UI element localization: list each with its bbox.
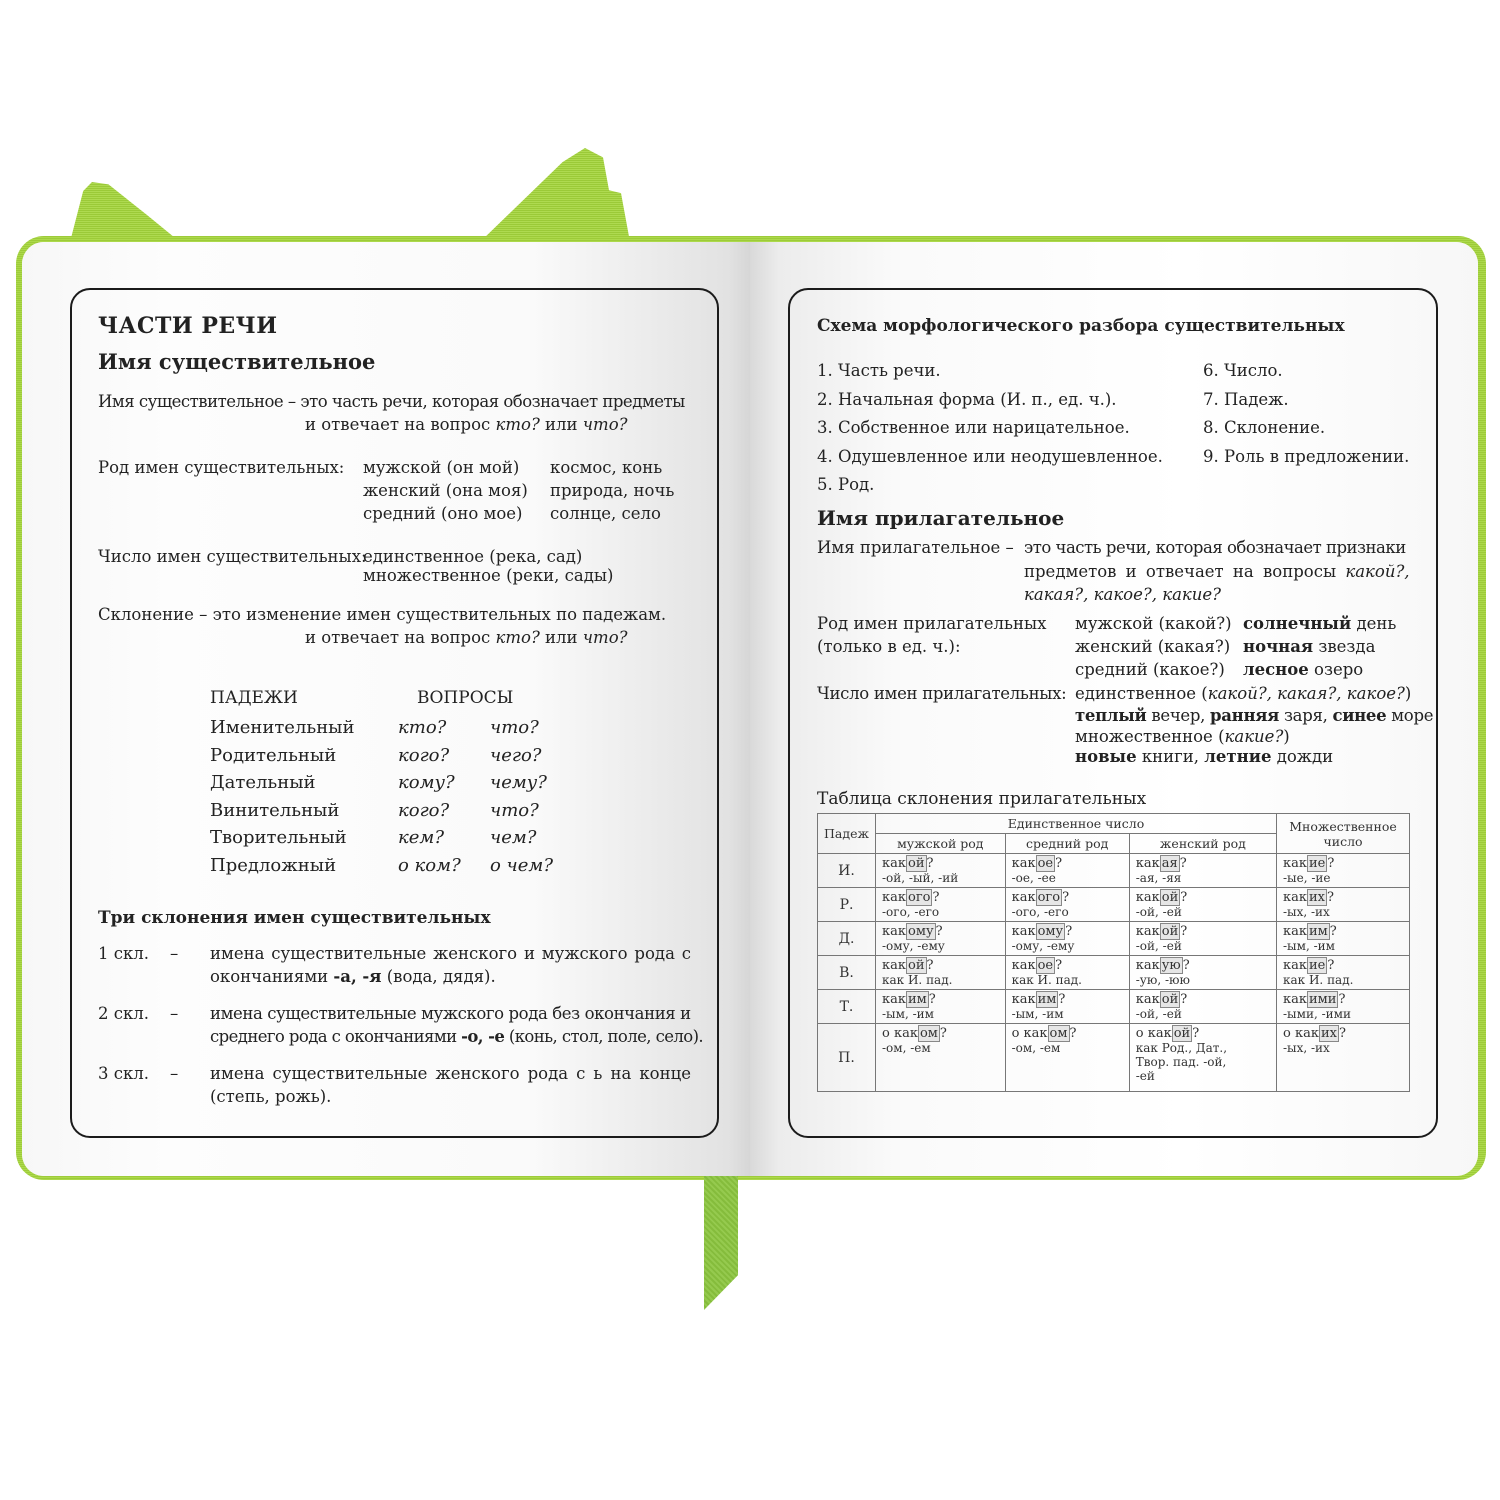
- plural-cell: о как их ? -ых, -их: [1277, 1024, 1410, 1092]
- plural-cell: как ими ? -ыми, -ими: [1277, 990, 1410, 1024]
- adj-gender-fem-example: ночная звезда: [1243, 637, 1376, 656]
- declension-text-line1: имена существительные женского рода с ь на конце: [210, 1064, 691, 1083]
- plural-cell: как их ? -ых, -их: [1277, 888, 1410, 922]
- case-cell: Д.: [818, 922, 876, 956]
- noun-definition-line2: и отвечает на вопрос кто? или что?: [305, 415, 628, 434]
- case-cell: Т.: [818, 990, 876, 1024]
- scheme-item: 1. Часть речи.: [817, 361, 941, 380]
- adj-number-label: Число имен прилагательных:: [817, 684, 1067, 703]
- declension-text-line2: среднего рода с окончаниями -о, -е (конь, стол, поле, село).: [210, 1027, 704, 1046]
- scheme-item: 9. Роль в предложении.: [1203, 447, 1410, 466]
- adj-definition-line1: это часть речи, которая обозначает признаки: [1024, 538, 1406, 557]
- case-question-inanimate: что?: [490, 717, 539, 738]
- case-cell: П.: [818, 1024, 876, 1092]
- noun-definition-line1: Имя существительное – это часть речи, которая обозначает предметы: [98, 392, 685, 411]
- fem-cell: о как ой ? как Род., Дат., Твор. пад. -ой, -ей: [1129, 1024, 1276, 1092]
- case-question-animate: кого?: [398, 745, 450, 766]
- scheme-title: Схема морфологического разбора существительных: [817, 316, 1345, 336]
- case-question-inanimate: чем?: [490, 827, 537, 848]
- scheme-item: 6. Число.: [1203, 361, 1283, 380]
- cover-tab-left: [70, 182, 180, 242]
- case-question-animate: кому?: [398, 772, 455, 793]
- scheme-item: 5. Род.: [817, 475, 875, 494]
- masc-cell: как ой ? как И. пад.: [876, 956, 1006, 990]
- neut-cell: как ое ? -ое, -ее: [1005, 854, 1129, 888]
- case-name: Творительный: [210, 827, 347, 848]
- case-question-animate: кого?: [398, 800, 450, 821]
- col-header-neut: средний род: [1005, 834, 1129, 854]
- case-name: Винительный: [210, 800, 340, 821]
- declension-text-line2: (степь, рожь).: [210, 1087, 332, 1106]
- neut-cell: о как ом ? -ом, -ем: [1005, 1024, 1129, 1092]
- gender-fem-examples: природа, ночь: [550, 481, 675, 500]
- scheme-item: 4. Одушевленное или неодушевленное.: [817, 447, 1163, 466]
- masc-cell: как ого ? -ого, -его: [876, 888, 1006, 922]
- col-header-case: Падеж: [818, 814, 876, 854]
- adj-number-singular-examples: теплый вечер, ранняя заря, синее море: [1075, 706, 1434, 725]
- gender-fem: женский (она моя): [363, 481, 528, 500]
- page-title: ЧАСТИ РЕЧИ: [98, 313, 278, 339]
- adj-gender-masc: мужской (какой?): [1075, 614, 1232, 633]
- neut-cell: как им ? -ым, -им: [1005, 990, 1129, 1024]
- cover-tab-right: [480, 148, 630, 242]
- case-cell: В.: [818, 956, 876, 990]
- gender-neut-examples: солнце, село: [550, 504, 661, 523]
- case-question-animate: кто?: [398, 717, 447, 738]
- adj-gender-neut: средний (какое?): [1075, 660, 1225, 679]
- number-label: Число имен существительных:: [98, 547, 367, 566]
- gender-label: Род имен существительных:: [98, 458, 345, 477]
- three-declensions-title: Три склонения имен существительных: [98, 908, 491, 928]
- neut-cell: как ого ? -ого, -его: [1005, 888, 1129, 922]
- case-question-inanimate: чему?: [490, 772, 547, 793]
- plural-cell: как ие ? -ые, -ие: [1277, 854, 1410, 888]
- questions-header: ВОПРОСЫ: [417, 688, 514, 708]
- case-question-inanimate: о чем?: [490, 855, 553, 876]
- table-row: [818, 922, 1410, 956]
- adj-number-plural: множественное (какие?): [1075, 727, 1290, 746]
- declension-dash: –: [170, 1064, 179, 1083]
- scheme-item: 3. Собственное или нарицательное.: [817, 418, 1130, 437]
- neut-cell: как ое ? как И. пад.: [1005, 956, 1129, 990]
- table-row: [818, 990, 1410, 1024]
- col-header-fem: женский род: [1129, 834, 1276, 854]
- fem-cell: как ой ? -ой, -ей: [1129, 922, 1276, 956]
- scheme-item: 8. Склонение.: [1203, 418, 1326, 437]
- section-title-adjective: Имя прилагательное: [817, 506, 1065, 530]
- gender-neut: средний (оно мое): [363, 504, 523, 523]
- table-row: [818, 888, 1410, 922]
- declension-table-title: Таблица склонения прилагательных: [817, 789, 1147, 809]
- declension-dash: –: [170, 1004, 179, 1023]
- fem-cell: как ую ? -ую, -юю: [1129, 956, 1276, 990]
- case-name: Родительный: [210, 745, 337, 766]
- fem-cell: как ой ? -ой, -ей: [1129, 888, 1276, 922]
- adj-definition-line3: какая?, какое?, какие?: [1024, 585, 1222, 604]
- plural-cell: как им ? -ым, -им: [1277, 922, 1410, 956]
- col-header-singular: Единственное число: [876, 814, 1277, 834]
- table-row: [818, 854, 1410, 888]
- plural-cell: как ие ? как И. пад.: [1277, 956, 1410, 990]
- case-cell: Р.: [818, 888, 876, 922]
- scheme-item: 2. Начальная форма (И. п., ед. ч.).: [817, 390, 1117, 409]
- declension-label: 3 скл.: [98, 1064, 150, 1083]
- scheme-item: 7. Падеж.: [1203, 390, 1289, 409]
- table-row: [818, 1024, 1410, 1092]
- adj-gender-fem: женский (какая?): [1075, 637, 1231, 656]
- adjective-declension-table: [817, 813, 1410, 1092]
- gender-masc: мужской (он мой): [363, 458, 520, 477]
- number-plural: множественное (реки, сады): [363, 566, 614, 585]
- fem-cell: как ая ? -ая, -яя: [1129, 854, 1276, 888]
- declension-definition-line2: и отвечает на вопрос кто? или что?: [305, 628, 628, 647]
- adj-number-plural-examples: новые книги, летние дожди: [1075, 747, 1334, 766]
- adj-definition-lead: Имя прилагательное –: [817, 538, 1014, 557]
- declension-text-line1: имена существительные мужского рода без окончания и: [210, 1004, 691, 1023]
- adj-number-singular: единственное (какой?, какая?, какое?): [1075, 684, 1412, 703]
- section-title-noun: Имя существительное: [98, 349, 376, 374]
- fem-cell: как ой ? -ой, -ей: [1129, 990, 1276, 1024]
- adj-gender-label-1: Род имен прилагательных: [817, 614, 1047, 633]
- declension-definition-line1: Склонение – это изменение имен существительных по падежам.: [98, 605, 667, 624]
- adj-definition-line2: предметов и отвечает на вопросы какой?,: [1024, 562, 1410, 581]
- declension-label: 1 скл.: [98, 944, 150, 963]
- declension-text-line2: окончаниями -а, -я (вода, дядя).: [210, 967, 496, 986]
- gender-masc-examples: космос, конь: [550, 458, 663, 477]
- declension-text-line1: имена существительные женского и мужского рода с: [210, 944, 691, 963]
- table-row: [818, 956, 1410, 990]
- masc-cell: как ой ? -ой, -ый, -ий: [876, 854, 1006, 888]
- case-name: Дательный: [210, 772, 316, 793]
- declension-dash: –: [170, 944, 179, 963]
- col-header-masc: мужской род: [876, 834, 1006, 854]
- number-singular: единственное (река, сад): [363, 547, 583, 566]
- case-question-animate: о ком?: [398, 855, 461, 876]
- cases-header: ПАДЕЖИ: [210, 688, 298, 708]
- case-question-animate: кем?: [398, 827, 444, 848]
- bookmark-ribbon[interactable]: [704, 1176, 738, 1310]
- masc-cell: как им ? -ым, -им: [876, 990, 1006, 1024]
- case-name: Предложный: [210, 855, 337, 876]
- case-name: Именительный: [210, 717, 355, 738]
- adj-gender-masc-example: солнечный день: [1243, 614, 1397, 633]
- adj-gender-label-2: (только в ед. ч.):: [817, 637, 961, 656]
- case-question-inanimate: чего?: [490, 745, 542, 766]
- case-question-inanimate: что?: [490, 800, 539, 821]
- col-header-plural: Множественное число: [1277, 814, 1410, 854]
- masc-cell: о как ом ? -ом, -ем: [876, 1024, 1006, 1092]
- declension-label: 2 скл.: [98, 1004, 150, 1023]
- neut-cell: как ому ? -ому, -ему: [1005, 922, 1129, 956]
- adj-gender-neut-example: лесное озеро: [1243, 660, 1364, 679]
- masc-cell: как ому ? -ому, -ему: [876, 922, 1006, 956]
- case-cell: И.: [818, 854, 876, 888]
